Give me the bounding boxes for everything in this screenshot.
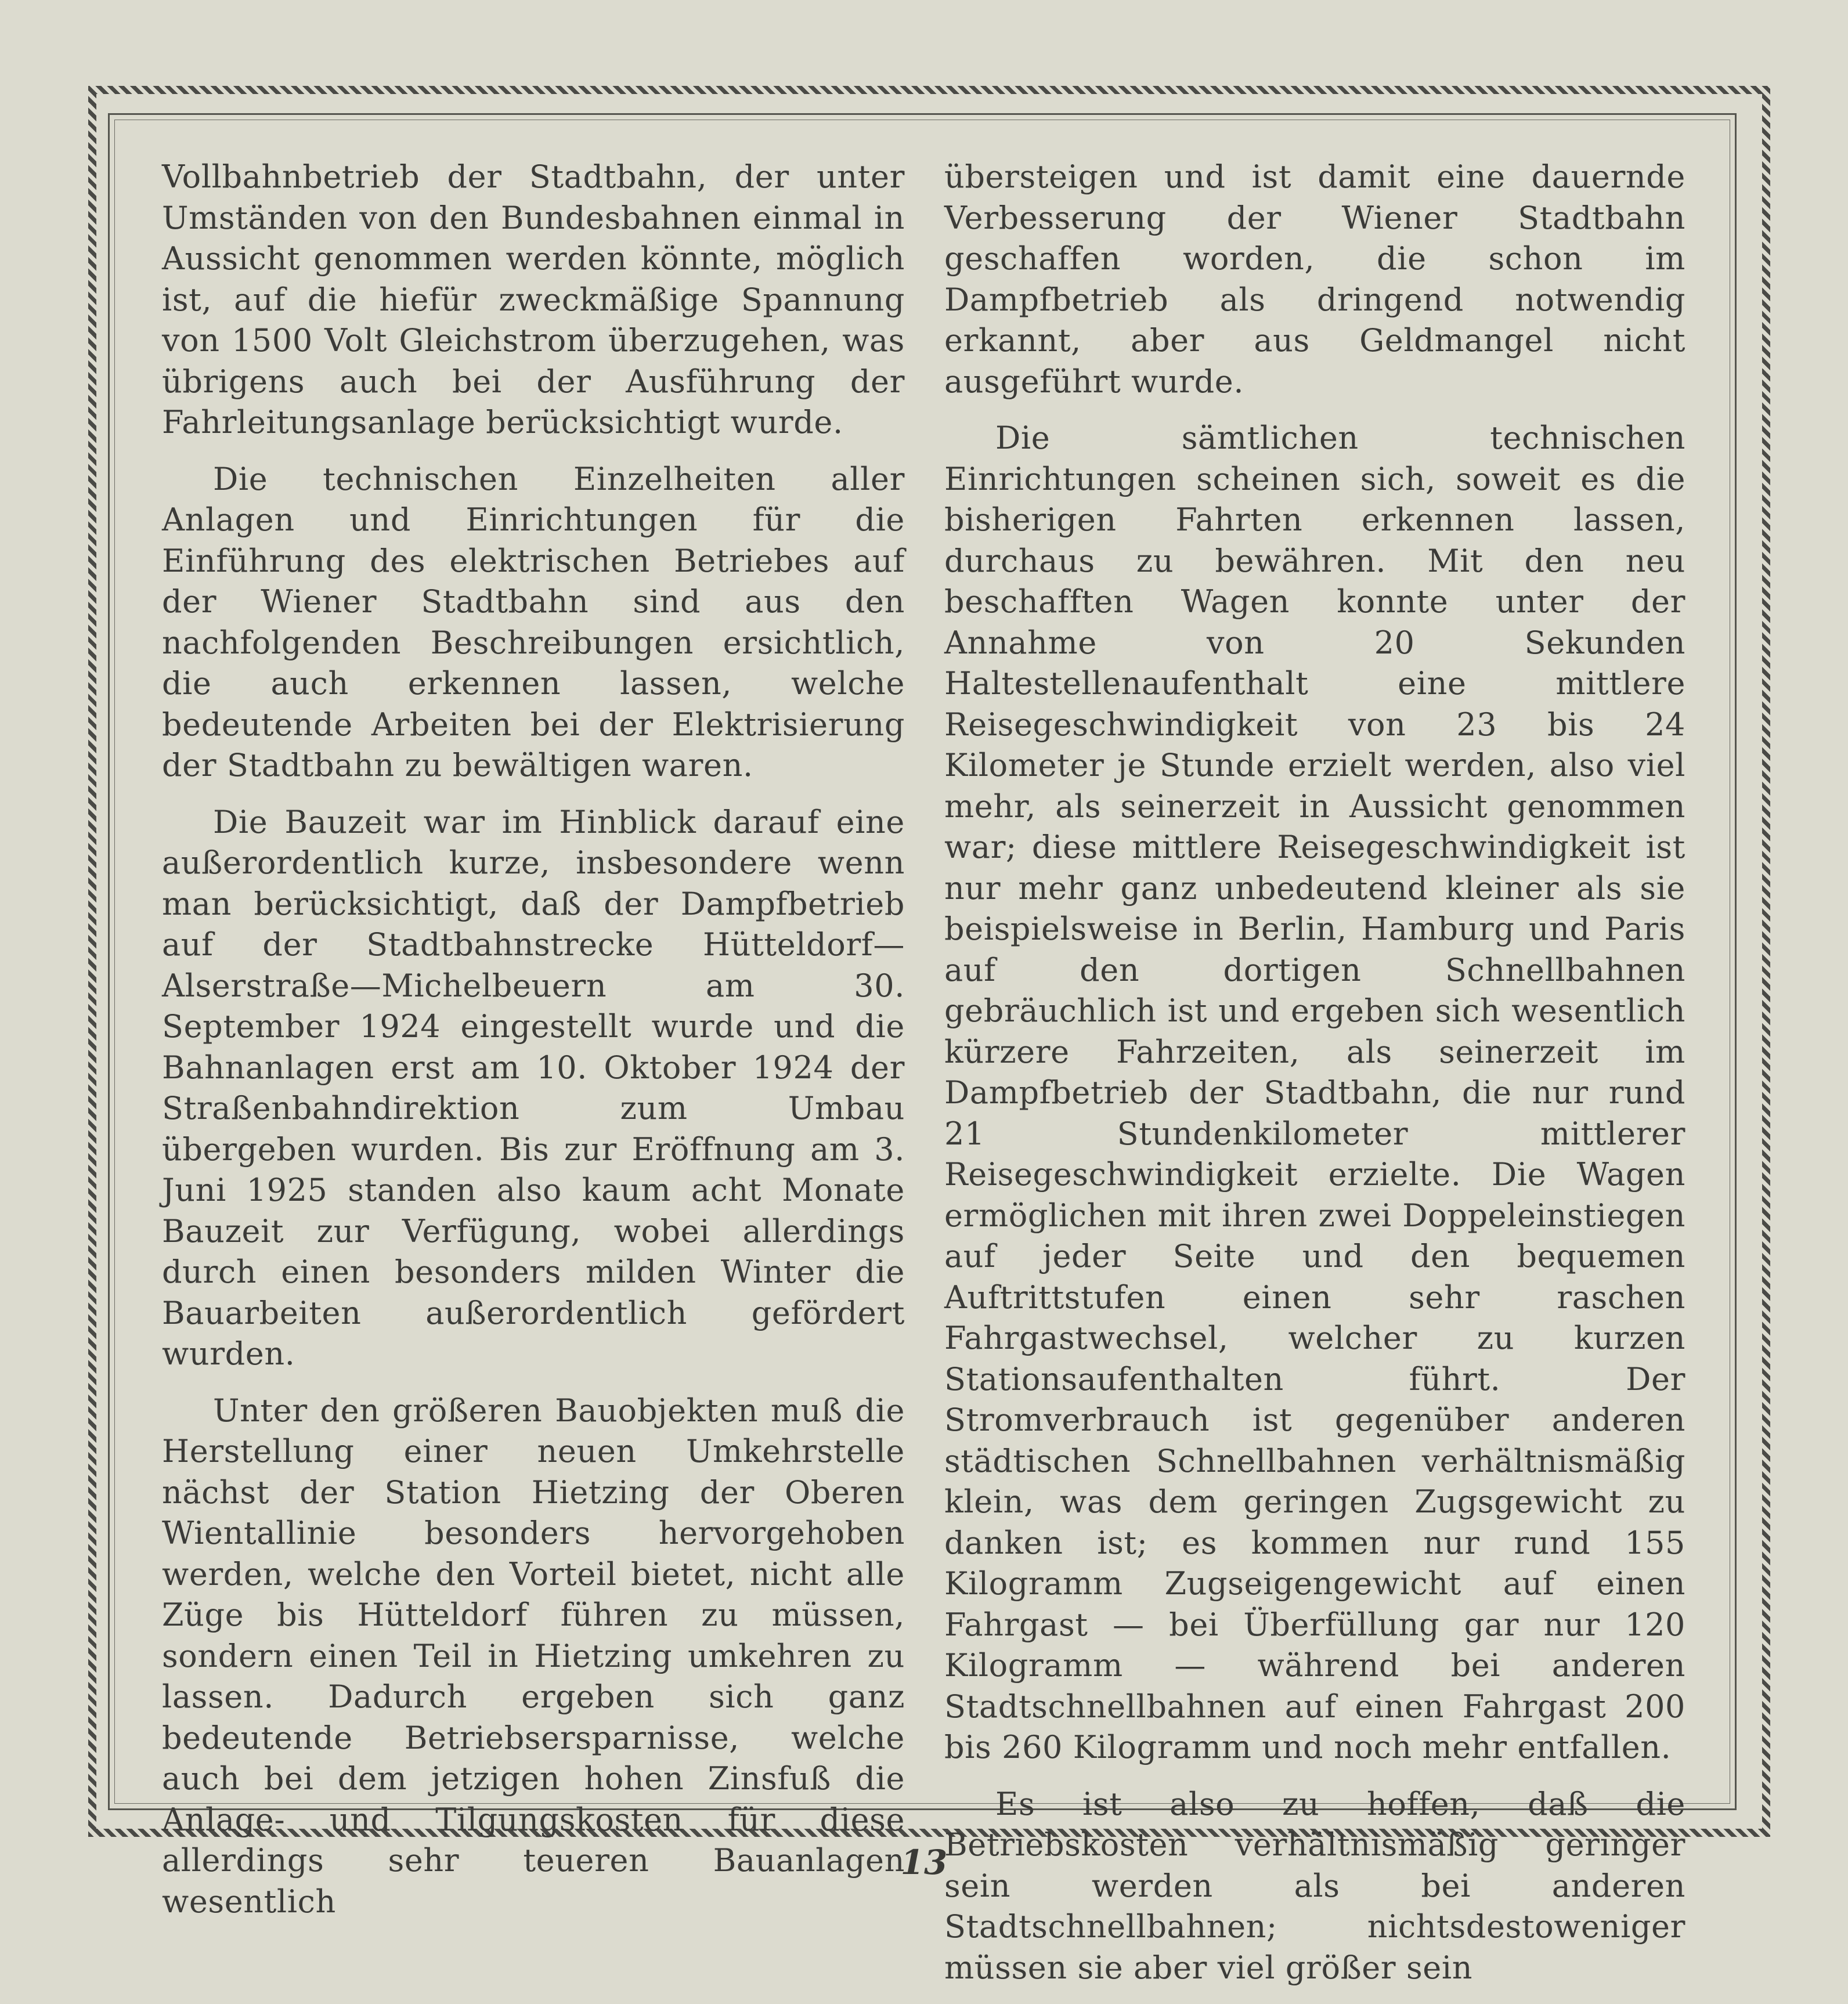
right-column — [944, 157, 1685, 2004]
left-paragraph-4: Unter den größeren Bauobjekten muß die Herstellung einer neuen Umkehrstelle nächst der Station Hietzing der Oberen Wientallinie besonders hervorgehoben werden, welche den Vorteil bietet, nicht alle Züge bis Hütteldorf führen zu müssen, sondern einen Teil in Hietzing umkehren zu lassen. Dadurch ergeben sich ganz bedeutende Betriebsersparnisse, welche auch bei dem jetzigen hohen Zinsfuß die Anlage- und Tilgungskosten für diese allerdings sehr teueren Bauanlagen wesentlich — [162, 1392, 905, 1920]
left-paragraph-2: Die technischen Einzelheiten aller Anlagen und Einrichtungen für die Einführung des elektrischen Betriebes auf der Wiener Stadtbahn sind aus den nachfolgenden Beschreibungen ersichtlich, die auch erkennen lassen, welche bedeutende Arbeiten bei der Elektrisierung der Stadtbahn zu bewältigen waren. — [162, 460, 905, 783]
left-column — [162, 157, 905, 1938]
right-paragraph-1: übersteigen und ist damit eine dauernde Verbesserung der Wiener Stadtbahn geschaffen worden, die schon im Dampfbetrieb als dringend notwendig erkannt, aber aus Geldmangel nicht ausgeführt wurde. — [944, 158, 1685, 400]
right-paragraph-3: Es ist also zu hoffen, daß die Betriebskosten verhältnismäßig geringer sein werden als bei anderen Stadtschnellbahnen; nichtsdestoweniger müssen sie aber viel größer sein — [944, 1785, 1685, 1986]
right-paragraph-2: Die sämtlichen technischen Einrichtungen scheinen sich, soweit es die bisherigen Fahrten erkennen lassen, durchaus zu bewähren. Mit den neu beschafften Wagen konnte unter der Annahme von 20 Sekunden Haltestellenaufenthalt eine mittlere Reisegeschwindigkeit von 23 bis 24 Kilometer je Stunde erzielt werden, also viel mehr, als seinerzeit in Aussicht genommen war; diese mittlere Reisegeschwindigkeit ist nur mehr ganz unbedeutend kleiner als sie beispielsweise in Berlin, Hamburg und Paris auf den dortigen Schnellbahnen gebräuchlich ist und ergeben sich wesentlich kürzere Fahrzeiten, als seinerzeit im Dampfbetrieb der Stadtbahn, die nur rund 21 Stundenkilometer mittlerer Reisegeschwindigkeit erzielte. Die Wagen ermöglichen mit ihren zwei Doppeleinstiegen auf jeder Seite und den bequemen Auftrittstufen einen sehr raschen Fahrgastwechsel, welcher zu kurzen Stationsaufenthalten führt. Der Stromverbrauch ist gegenüber anderen städtischen Schnellbahnen verhältnismäßig klein, was dem geringen Zugsgewicht zu danken ist; es kommen nur rund 155 Kilogramm Zugseigengewicht auf einen Fahrgast — bei Überfüllung gar nur 120 Kilogramm — während bei anderen Stadtschnellbahnen auf einen Fahrgast 200 bis 260 Kilogramm und noch mehr entfallen. — [944, 420, 1685, 1765]
left-paragraph-3: Die Bauzeit war im Hinblick darauf eine außerordentlich kurze, insbesondere wenn man berücksichtigt, daß der Dampfbetrieb auf der Stadtbahnstrecke Hütteldorf—Alserstraße—Michelbeuern am 30. September 1924 eingestellt wurde und die Bahnanlagen erst am 10. Oktober 1924 der Straßenbahndirektion zum Umbau übergeben wurden. Bis zur Eröffnung am 3. Juni 1925 standen also kaum acht Monate Bauzeit zur Verfügung, wobei allerdings durch einen besonders milden Winter die Bauarbeiten außerordentlich gefördert wurden. — [162, 803, 905, 1372]
page-number: 13 — [900, 1843, 948, 1882]
left-paragraph-1: Vollbahnbetrieb der Stadtbahn, der unter Umständen von den Bundesbahnen einmal in Aussicht genommen werden könnte, möglich ist, auf die hiefür zweckmäßige Spannung von 1500 Volt Gleichstrom überzugehen, was übrigens auch bei der Ausführung der Fahrleitungsanlage berücksichtigt wurde. — [162, 158, 905, 440]
